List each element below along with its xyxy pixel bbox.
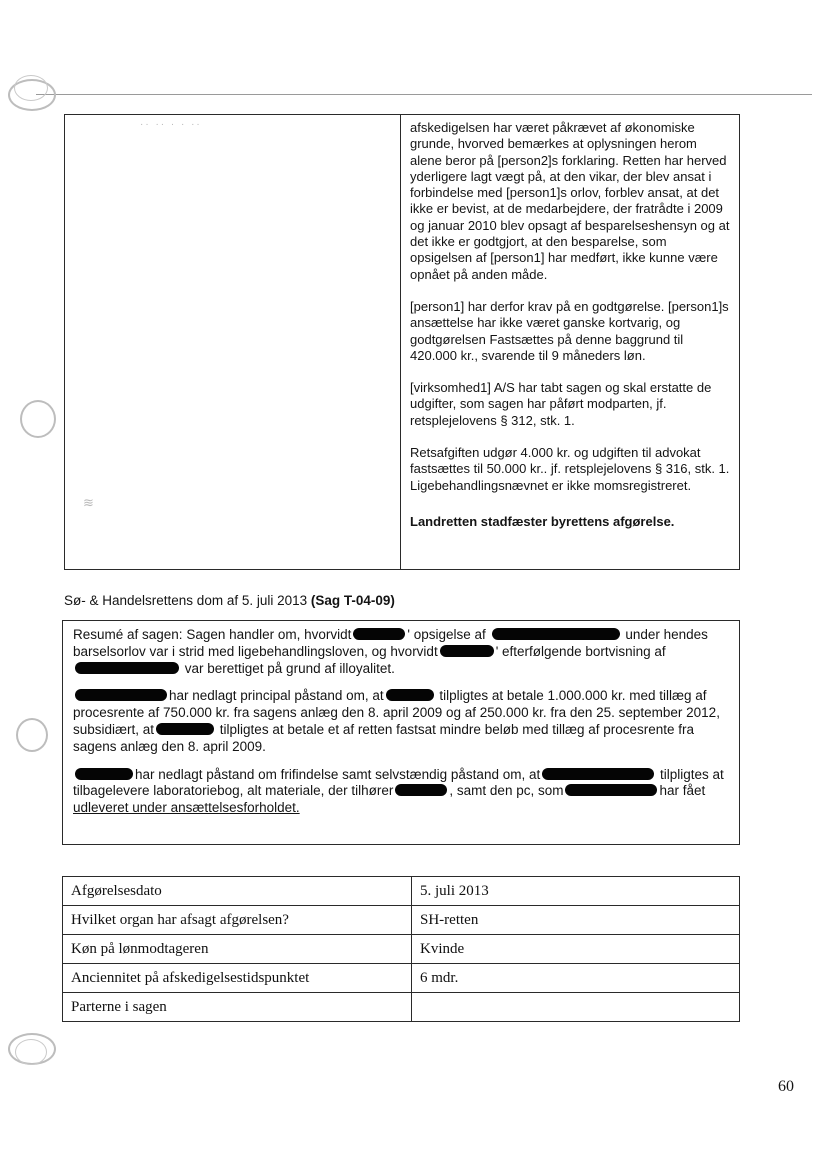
row-value xyxy=(412,993,740,1022)
scan-artifact: ≋ xyxy=(83,495,96,510)
section-heading xyxy=(64,593,395,608)
redaction-bar xyxy=(386,689,434,701)
redaction-bar xyxy=(565,784,657,796)
resume-box xyxy=(62,620,740,845)
verdict-statement: Landretten stadfæster byrettens afgørelse. xyxy=(410,513,675,529)
hole-punch-mark xyxy=(16,718,48,752)
judgment-table xyxy=(64,114,740,570)
resume-text-underlined: udleveret under ansættelsesforholdet. xyxy=(73,800,300,816)
table-row xyxy=(63,935,740,964)
resume-text: Resumé af sagen: Sagen handler om, hvorvidt xyxy=(73,627,352,642)
case-info-table xyxy=(62,876,740,1022)
judgment-paragraphs xyxy=(410,120,731,494)
judgment-paragraph: [person1] har derfor krav på en godtgørelse. [person1]s ansættelse har ikke været ganske kortvarig, og godtgørelsen Fastsættes på denne baggrund til 420.000 kr., svarende til 9 måneders løn. xyxy=(410,298,729,363)
hole-punch-inner-ring xyxy=(14,75,48,101)
row-label: Parterne i sagen xyxy=(63,993,412,1022)
table-row xyxy=(63,964,740,993)
heading-text: Sø- & Handelsrettens dom af 5. juli 2013 xyxy=(64,593,311,608)
judgment-table-right-cell xyxy=(401,115,739,569)
row-value: 5. juli 2013 xyxy=(412,877,740,906)
hole-punch-mark xyxy=(20,400,56,438)
row-value: 6 mdr. xyxy=(412,964,740,993)
redaction-bar xyxy=(75,689,167,701)
top-horizontal-rule xyxy=(36,94,812,95)
redaction-bar xyxy=(353,628,405,640)
hole-punch-mark xyxy=(8,1033,56,1065)
redaction-bar xyxy=(440,645,494,657)
info-table-body xyxy=(63,877,740,1022)
row-value: Kvinde xyxy=(412,935,740,964)
table-row xyxy=(63,993,740,1022)
resume-text: ' efterfølgende bortvisning af xyxy=(495,643,666,659)
table-row xyxy=(63,877,740,906)
row-label: Køn på lønmodtageren xyxy=(63,935,412,964)
redaction-bar xyxy=(492,628,620,640)
resume-text: ' opsigelse af xyxy=(407,627,490,642)
redaction-bar xyxy=(156,723,214,735)
heading-case-number: (Sag T-04-09) xyxy=(310,593,395,608)
judgment-paragraph: [virksomhed1] A/S har tabt sagen og skal erstatte de udgifter, som sagen har påført modparten, jf. retsplejelovens § 312, stk. 1. xyxy=(410,380,712,428)
resume-paragraph xyxy=(73,627,729,677)
resume-text: var berettiget på grund af illoyalitet. xyxy=(181,660,395,676)
resume-text: tilpligtes at tilbagelevere laboratoriebog, alt materiale, der tilhører xyxy=(73,766,724,799)
hole-punch-mark xyxy=(8,79,56,111)
resume-text: tilpligtes at betale et af retten fastsat mindre beløb med tillæg af procesrente fra sagens anlæg den 8. april 2009. xyxy=(73,721,695,754)
resume-text: har nedlagt påstand om frifindelse samt selvstændig påstand om, at xyxy=(135,766,541,782)
redaction-bar xyxy=(542,768,654,780)
resume-text: har fået xyxy=(659,783,706,799)
redaction-bar xyxy=(395,784,447,796)
resume-paragraph xyxy=(73,767,729,817)
judgment-paragraph: Retsafgiften udgør 4.000 kr. og udgiften til advokat fastsættes til 50.000 kr.. jf. retsplejelovens § 316, stk. 1. Ligebehandlingsnævnet er ikke momsregistreret. xyxy=(410,445,730,493)
table-row xyxy=(63,906,740,935)
resume-text: , samt den pc, som xyxy=(449,783,564,799)
row-label: Hvilket organ har afsagt afgørelsen? xyxy=(63,906,412,935)
page-number: 60 xyxy=(778,1078,794,1095)
hole-punch-inner-ring xyxy=(15,1039,47,1065)
scan-artifact: ·· ·· · · ·· xyxy=(140,119,202,130)
row-label: Anciennitet på afskedigelsestidspunktet xyxy=(63,964,412,993)
row-label: Afgørelsesdato xyxy=(63,877,412,906)
redaction-bar xyxy=(75,768,133,780)
resume-paragraph xyxy=(73,688,729,755)
resume-text: har nedlagt principal påstand om, at xyxy=(169,688,384,704)
resume-text: tilpligtes at betale 1.000.000 kr. med tillæg af procesrente af 750.000 kr. fra sagens anlæg den 8. april 2009 og af 250.000 kr. fra den 25. september 2012, subsidiært, at xyxy=(73,688,720,737)
row-value: SH-retten xyxy=(412,906,740,935)
redaction-bar xyxy=(75,662,179,674)
resume-paragraphs xyxy=(73,627,729,817)
judgment-paragraph: afskedigelsen har været påkrævet af økonomiske grunde, hvorved bemærkes at oplysningen herom alene beror på [person2]s forklaring. Retten har herved yderligere lagt vægt på, at den vikar, der blev ansat i forbindelse med [person1]s orlov, forblev ansat, at det ikke er bevist, at de medarbejdere, der fratrådte i 2009 og januar 2010 blev opsagt af besparelseshensyn og at det ikke er godtgjort, at den besparelse, som opsigelsen af [person1] har medført, ikke kunne være opnået på anden måde. xyxy=(410,120,730,282)
resume-text: under hendes barselsorlov var i strid med ligebehandlingsloven, og hvorvidt xyxy=(73,627,708,659)
judgment-table-left-cell xyxy=(65,115,401,569)
